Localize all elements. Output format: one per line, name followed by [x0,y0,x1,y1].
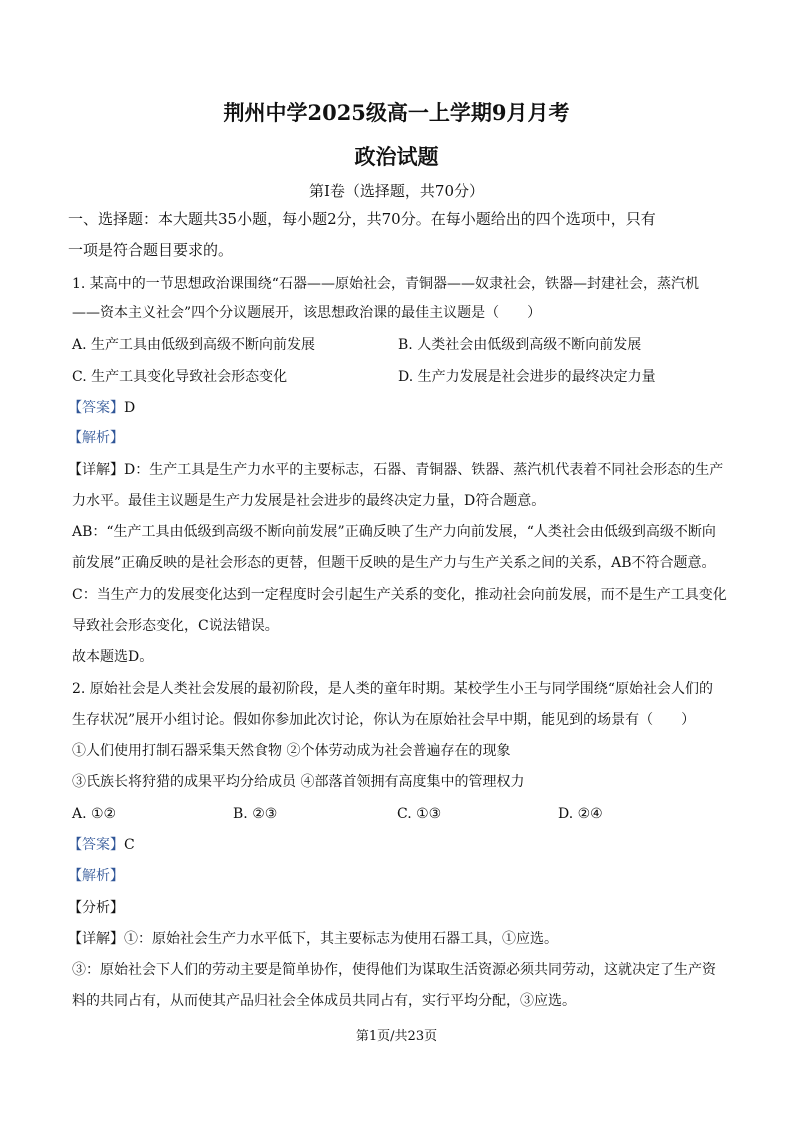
q1-option-a: A. 生产工具由低级到高级不断向前发展 [72,337,316,353]
q2-stem-line-2: 生存状况”展开小组讨论。假如你参加此次讨论，你认为在原始社会早中期，能见到的场景有（ ） [72,712,696,728]
q2-statements-line-1: ①人们使用打制石器采集天然食物 ②个体劳动成为社会普遍存在的现象 [72,743,511,759]
exam-title: 荆州中学2025级高一上学期9月月考 [223,100,570,125]
section-heading: 第Ⅰ卷（选择题，共70分） [308,182,484,200]
instructions-line-2: 一项是符合题目要求的。 [68,241,234,259]
q1-detail-line-3: AB：“生产工具由低级到高级不断向前发展”正确反映了生产力向前发展，“人类社会由低级到高级不断向 [72,524,716,540]
q2-detail-line-1 [68,929,558,949]
q1-answer-value: D [124,400,136,416]
q1-detail-line-5: C：当生产力的发展变化达到一定程度时会引起生产关系的变化，推动社会向前发展，而不是生产工具变化 [72,587,727,603]
q2-option-b: B. ②③ [233,806,278,822]
q1-answer [68,398,135,418]
q1-option-d: D. 生产力发展是社会进步的最终决定力量 [398,369,656,385]
q1-option-c: C. 生产工具变化导致社会形态变化 [72,369,288,385]
q1-option-b: B. 人类社会由低级到高级不断向前发展 [398,337,642,353]
q2-answer [68,835,135,855]
q1-detail-tag: 【详解】 [68,462,124,478]
q2-answer-tag: 【答案】 [68,837,124,853]
q1-stem-line-2: ——资本主义社会”四个分议题展开，该思想政治课的最佳主议题是（ ） [72,305,542,321]
subject-title: 政治试题 [354,144,439,169]
q1-detail-line-4: 前发展”正确反映的是社会形态的更替，但题干反映的是生产力与生产关系之间的关系，AB不符合题意。 [72,555,716,571]
page-footer: 第1页/共23页 [355,1029,438,1044]
q2-answer-value: C [124,837,135,853]
q2-detail-tag: 【详解】 [68,931,124,947]
q1-detail-line-2: 力水平。最佳主议题是生产力发展是社会进步的最终决定力量，D符合题意。 [72,493,546,509]
q2-statements-line-2: ③氏族长将狩猎的成果平均分给成员 ④部落首领拥有高度集中的管理权力 [72,774,525,790]
instructions-line-1: 一、选择题：本大题共35小题，每小题2分，共70分。在每小题给出的四个选项中，只有 [68,210,656,228]
q2-detail-line-2: ③：原始社会下人们的劳动主要是简单协作，使得他们为谋取生活资源必须共同劳动，这就决定了生产资 [72,962,716,978]
q2-fenxi-tag: 【分析】 [68,900,124,916]
q1-answer-tag: 【答案】 [68,400,124,416]
q2-analysis-tag: 【解析】 [68,868,124,884]
q1-stem-line-1: 1. 某高中的一节思想政治课围绕“石器——原始社会，青铜器——奴隶社会，铁器—封建社会，蒸汽机 [72,276,699,292]
q1-detail-line-1 [68,460,723,480]
q2-option-c: C. ①③ [397,806,442,822]
q1-detail-line-7: 故本题选D。 [72,649,154,665]
q1-detail-text-1: D：生产工具是生产力水平的主要标志，石器、青铜器、铁器、蒸汽机代表着不同社会形态的生产 [124,462,724,478]
q2-detail-line-3: 料的共同占有，从而使其产品归社会全体成员共同占有，实行平均分配，③应选。 [72,993,576,1009]
q2-option-d: D. ②④ [558,806,603,822]
q2-option-a: A. ①② [72,806,117,822]
q1-detail-line-6: 导致社会形态变化，C说法错误。 [72,618,279,634]
q2-stem-line-1: 2. 原始社会是人类社会发展的最初阶段，是人类的童年时期。某校学生小王与同学围绕“原始社会人们的 [72,681,713,697]
q2-detail-text-1: ①：原始社会生产力水平低下，其主要标志为使用石器工具，①应选。 [124,931,558,947]
q1-analysis-tag: 【解析】 [68,430,124,446]
